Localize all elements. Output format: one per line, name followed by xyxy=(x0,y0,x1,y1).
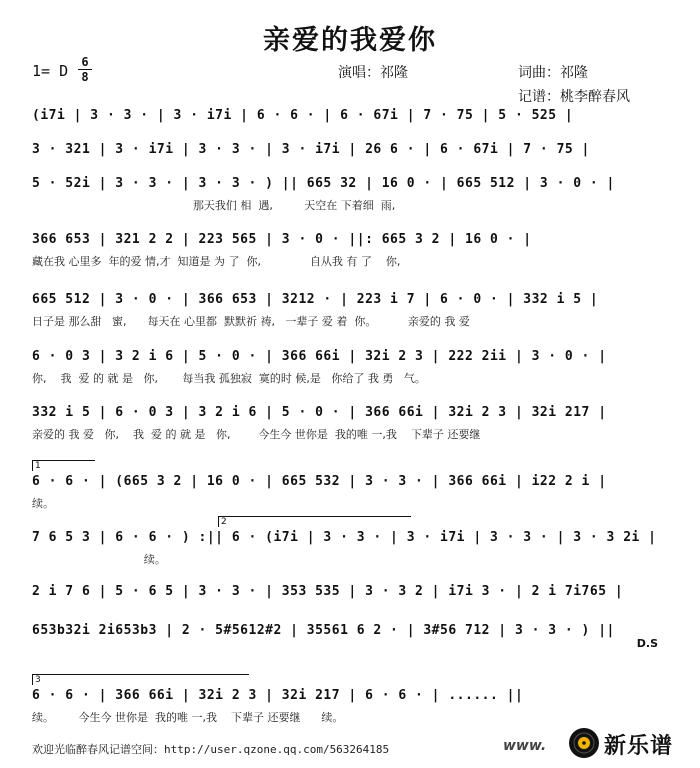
notation-line: 366 653 | 321 2 2 | 223 565 | 3 · 0 · ||: 665 3 2 | 16 0 · | xyxy=(32,232,532,247)
brand-www: www. xyxy=(503,738,547,754)
lyrics-line: 藏在我 心里多 年的爱 情,才 知道是 为 了 你, 自从我 有 了 你, xyxy=(32,255,401,268)
time-signature xyxy=(78,56,92,83)
scribe-credit: 记谱：桃李醉春风 xyxy=(518,89,630,105)
notation-line: 6 · 6 · | 366 66i | 32i 2 3 | 32i 217 | 6 · 6 · | ...... || xyxy=(32,688,524,703)
notation-line: 6 · 6 · | (665 3 2 | 16 0 · | 665 532 | 3 · 3 · | 366 66i | i22 2 i | xyxy=(32,474,607,489)
notation-line: 332 i 5 | 6 · 0 3 | 3 2 i 6 | 5 · 0 · | 366 66i | 32i 2 3 | 32i 217 | xyxy=(32,405,607,420)
volta-bracket-2: 2 xyxy=(218,516,411,527)
lyrics-line: 续。 xyxy=(32,553,166,566)
song-title: 亲爱的我爱你 xyxy=(263,25,437,56)
footer-note xyxy=(32,741,389,757)
lyrics-line: 你, 我 爱 的 就 是 你, 每当我 孤独寂 寞的时 候,是 你给了 我 勇 气。 xyxy=(32,372,426,385)
lyrics-line: 续。 xyxy=(32,497,54,510)
notation-line: 3 · 321 | 3 · i7i | 3 · 3 · | 3 · i7i | 26 6 · | 6 · 67i | 7 · 75 | xyxy=(32,142,590,157)
time-denominator: 8 xyxy=(81,70,89,84)
notation-line: (i7i | 3 · 3 · | 3 · i7i | 6 · 6 · | 6 · 67i | 7 · 75 | 5 · 525 | xyxy=(32,108,574,123)
notation-line: 653b32i 2i653b3 | 2 · 5#5612#2 | 35561 6 2 · | 3#56 712 | 3 · 3 · ) || xyxy=(32,623,615,638)
time-numerator: 6 xyxy=(81,55,89,69)
notation-line: 5 · 52i | 3 · 3 · | 3 · 3 · ) || 665 32 | 16 0 · | 665 512 | 3 · 0 · | xyxy=(32,176,615,191)
lyrics-line: 日子是 那么甜 蜜, 每天在 心里都 默默祈 祷, 一辈子 爱 着 你。 亲爱的 我 爱 xyxy=(32,315,470,328)
notation-line: 2 i 7 6 | 5 · 6 5 | 3 · 3 · | 353 535 | 3 · 3 2 | i7i 3 · | 2 i 7i765 | xyxy=(32,584,624,599)
lyrics-line: 那天我们 相 遇, 天空在 下着细 雨, xyxy=(32,199,396,212)
notation-line: 7 6 5 3 | 6 · 6 · ) :|| 6 · (i7i | 3 · 3 · | 3 · i7i | 3 · 3 · | 3 · 3 2i | xyxy=(32,530,657,545)
footer-text: 欢迎光临醉春风记谱空间： xyxy=(32,743,164,756)
key-signature: 1= D xyxy=(32,62,69,80)
da-segno-mark: D.S xyxy=(636,637,658,650)
volta-bracket-3: 3 xyxy=(32,674,249,685)
lyrics-line: 亲爱的 我 爱 你, 我 爱 的 就 是 你, 今生今 世你是 我的唯 一,我 下辈子 还要继 xyxy=(32,428,481,441)
brand-name: 新乐谱 xyxy=(604,734,674,759)
notation-line: 6 · 0 3 | 3 2 i 6 | 5 · 0 · | 366 66i | 32i 2 3 | 222 2ii | 3 · 0 · | xyxy=(32,349,607,364)
singer-credit: 演唱：祁隆 xyxy=(338,65,408,81)
notation-line: 665 512 | 3 · 0 · | 366 653 | 3212 · | 223 i 7 | 6 · 0 · | 332 i 5 | xyxy=(32,292,599,307)
footer-url[interactable]: http://user.qzone.qq.com/563264185 xyxy=(164,743,390,756)
volta-bracket-1: 1 xyxy=(32,460,95,471)
vinyl-logo-icon xyxy=(568,727,600,759)
lyrics-line: 续。 今生今 世你是 我的唯 一,我 下辈子 还要继 续。 xyxy=(32,711,344,724)
composer-credit: 词曲：祁隆 xyxy=(518,65,588,81)
